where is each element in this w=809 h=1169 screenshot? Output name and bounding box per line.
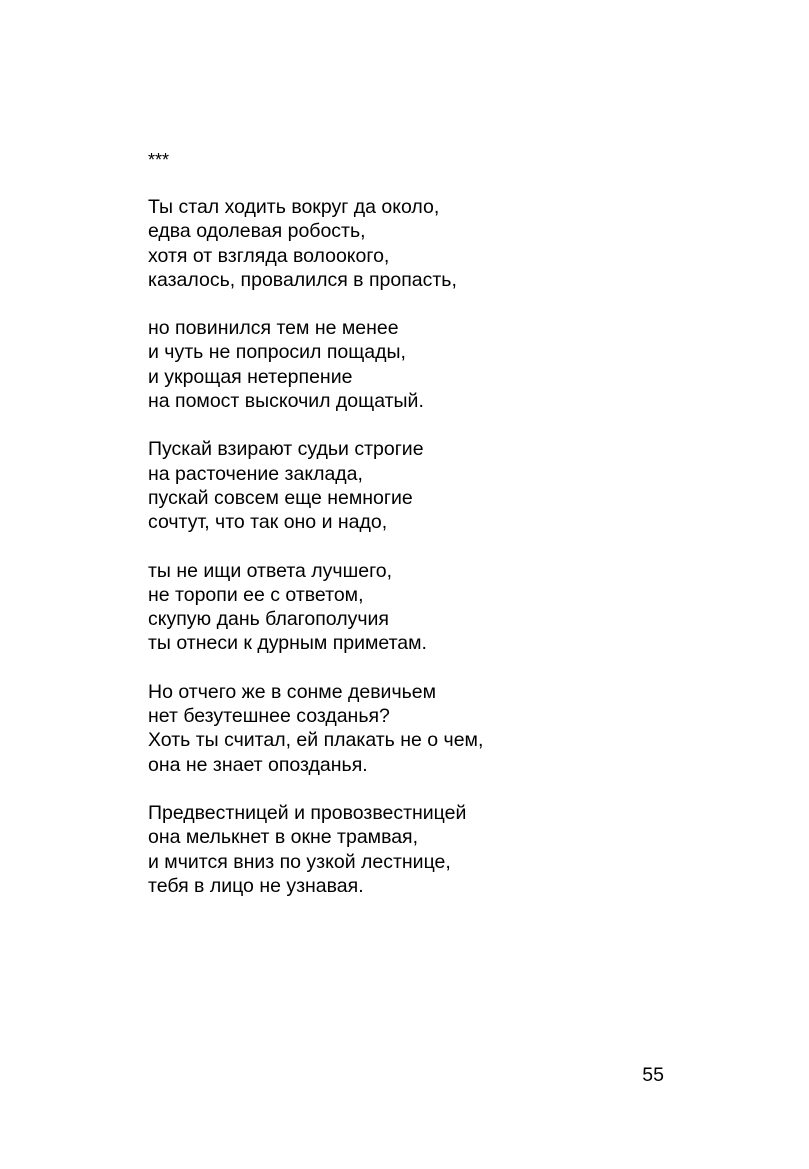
page-number: 55 (642, 1064, 664, 1086)
poem-line: не торопи ее с ответом, (148, 583, 364, 606)
poem-line: хотя от взгляда волоокого, (148, 244, 390, 267)
poem-line: Ты стал ходить вокруг да около, (148, 196, 440, 218)
poem-line: ты не ищи ответа лучшего, (148, 559, 393, 582)
poem-line: Предвестницей и провозвестницей (148, 801, 467, 824)
stanza-6 (148, 801, 708, 898)
poem-line: и укрощая нетерпение (148, 365, 353, 388)
poem-line: Но отчего же в сонме девичьем (148, 680, 437, 703)
poem-line: скупую дань благополучия (148, 608, 389, 631)
poem-line: на помост выскочил дощатый. (148, 390, 424, 413)
poem-line: пускай совсем еще немногие (148, 486, 413, 509)
poem-line: едва одолевая робость, (148, 220, 366, 243)
stanza-4 (148, 559, 708, 656)
stanza-3 (148, 437, 708, 534)
stanza-5 (148, 680, 708, 777)
poem-line: она не знает опозданья. (148, 753, 368, 776)
poem-line: казалось, провалился в пропасть, (148, 268, 457, 291)
poem-line: но повинился тем не менее (148, 317, 399, 340)
poem-line: нет безутешнее созданья? (148, 705, 390, 728)
poem-line: и чуть не попросил пощады, (148, 341, 406, 364)
stanza-1 (148, 195, 708, 292)
poem-line: сочтут, что так оно и надо, (148, 511, 388, 534)
poem-line: Пускай взирают судьи строгие (148, 438, 424, 461)
poem (148, 148, 708, 922)
stanza-2 (148, 316, 708, 413)
poem-line: она мелькнет в окне трамвая, (148, 826, 419, 849)
poem-line: на расточение заклада, (148, 462, 363, 485)
poem-line: тебя в лицо не узнавая. (148, 874, 364, 897)
poem-line: ты отнеси к дурным приметам. (148, 632, 427, 655)
poem-separator: *** (148, 150, 170, 170)
poem-line: Хоть ты считал, ей плакать не о чем, (148, 729, 484, 752)
poem-line: и мчится вниз по узкой лестнице, (148, 850, 451, 873)
